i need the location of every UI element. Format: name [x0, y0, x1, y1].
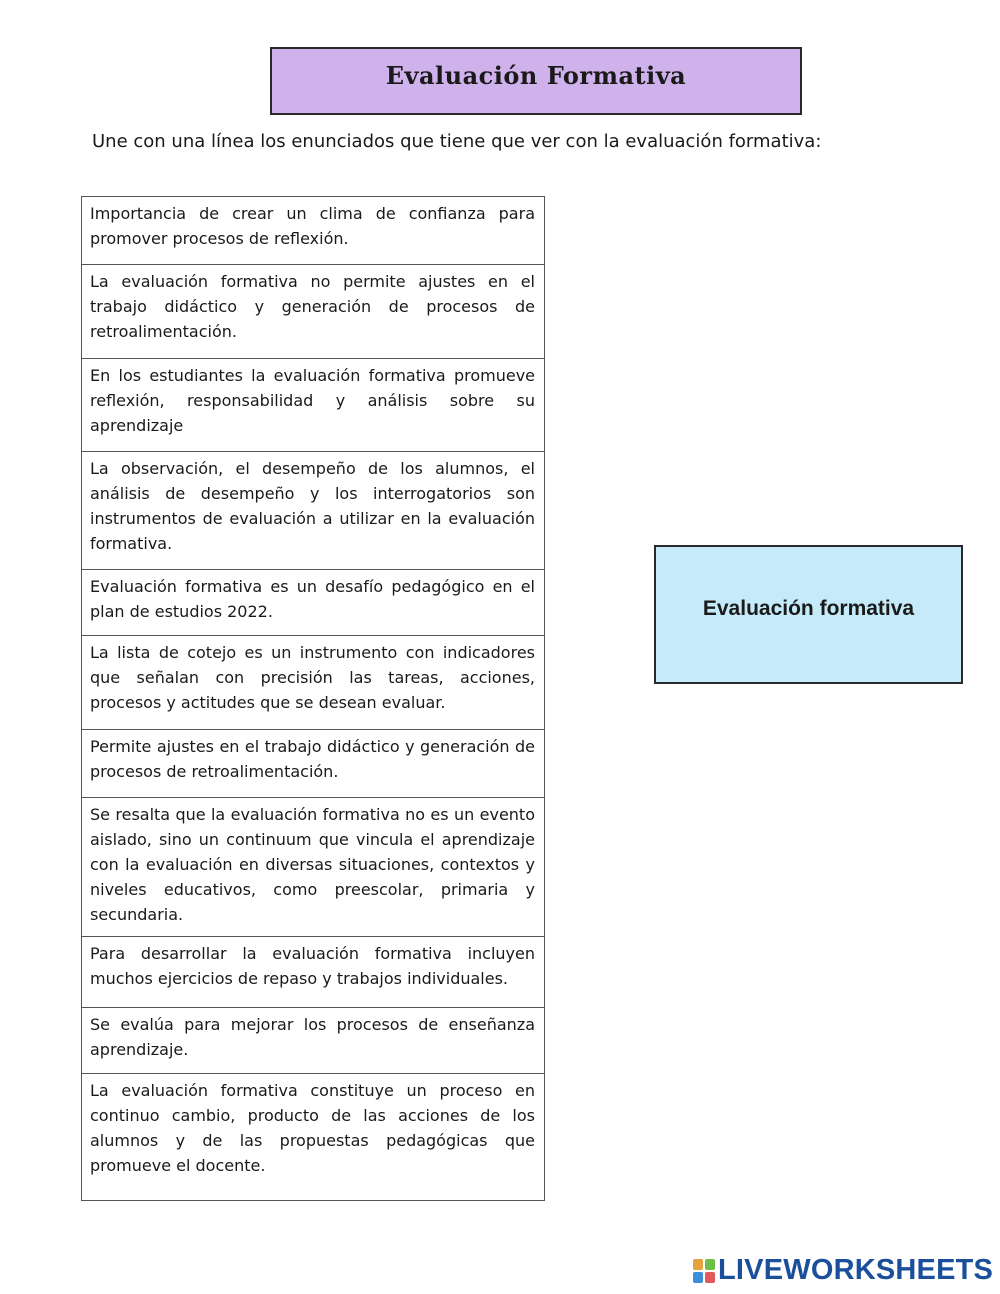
- brand-name: LIVEWORKSHEETS: [718, 1254, 994, 1286]
- match-target-box[interactable]: [654, 545, 963, 684]
- statement-item-5[interactable]: Evaluación formativa es un desafío pedagógico en el plan de estudios 2022.: [82, 570, 544, 636]
- statement-item-10[interactable]: Se evalúa para mejorar los procesos de enseñanza aprendizaje.: [82, 1008, 544, 1074]
- liveworksheets-logo-icon: [693, 1259, 715, 1283]
- statement-list: [81, 196, 545, 1201]
- statement-item-6[interactable]: La lista de cotejo es un instrumento con indicadores que señalan con precisión las tareas, acciones, procesos y actitudes que se desean evaluar.: [82, 636, 544, 730]
- logo-square-green: [705, 1259, 715, 1270]
- logo-square-red: [705, 1272, 715, 1283]
- statement-item-2[interactable]: La evaluación formativa no permite ajustes en el trabajo didáctico y generación de procesos de retroalimentación.: [82, 265, 544, 359]
- statement-item-8[interactable]: Se resalta que la evaluación formativa no es un evento aislado, sino un continuum que vincula el aprendizaje con la evaluación en diversas situaciones, contextos y niveles educativos, como preescolar, primaria y secundaria.: [82, 798, 544, 937]
- statement-item-4[interactable]: La observación, el desempeño de los alumnos, el análisis de desempeño y los interrogatorios son instrumentos de evaluación a utilizar en la evaluación formativa.: [82, 452, 544, 570]
- logo-square-orange: [693, 1259, 703, 1270]
- logo-square-blue: [693, 1272, 703, 1283]
- statement-item-3[interactable]: En los estudiantes la evaluación formativa promueve reflexión, responsabilidad y análisis sobre su aprendizaje: [82, 359, 544, 452]
- statement-item-11[interactable]: La evaluación formativa constituye un proceso en continuo cambio, producto de las acciones de los alumnos y de las propuestas pedagógicas que promueve el docente.: [90, 1081, 535, 1175]
- statement-item-7[interactable]: Permite ajustes en el trabajo didáctico y generación de procesos de retroalimentación.: [82, 730, 544, 798]
- title-banner: [270, 47, 802, 115]
- match-target-label: Evaluación formativa: [702, 596, 915, 620]
- page-title: Evaluación Formativa: [385, 60, 687, 90]
- instruction-text: Une con una línea los enunciados que tiene que ver con la evaluación formativa:: [92, 131, 822, 152]
- statement-item-1[interactable]: Importancia de crear un clima de confianza para promover procesos de reflexión.: [82, 197, 544, 265]
- brand-logo: [693, 1254, 993, 1287]
- statement-item-9[interactable]: Para desarrollar la evaluación formativa incluyen muchos ejercicios de repaso y trabajos individuales.: [82, 937, 544, 1008]
